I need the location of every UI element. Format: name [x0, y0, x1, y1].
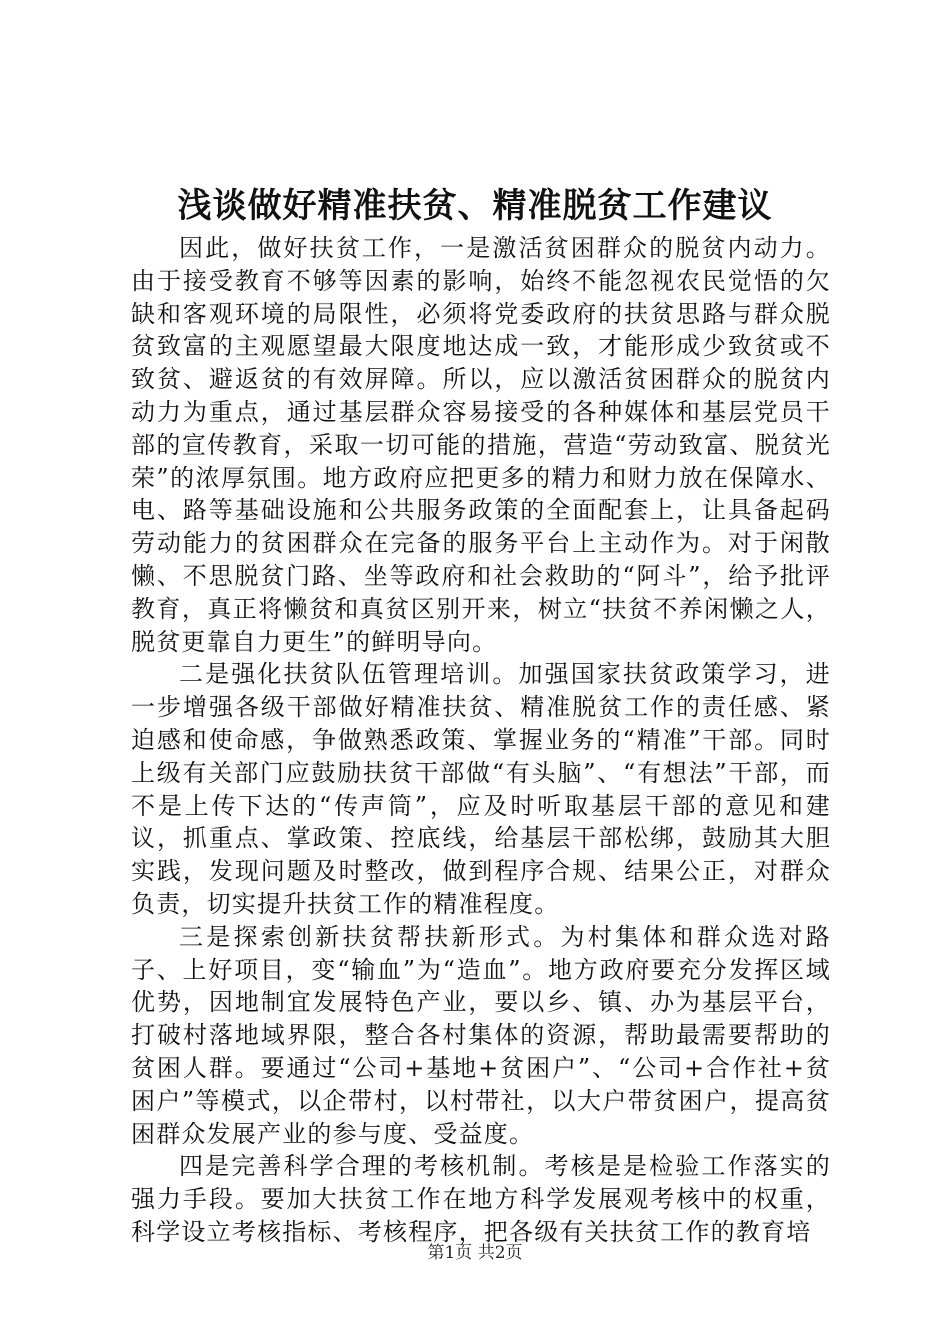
paragraph-4: 四是完善科学合理的考核机制。考核是是检验工作落实的强力手段。要加大扶贫工作在地方科学发展观考核中的权重，科学设立考核指标、考核程序，把各级有关扶贫工作的教育培 — [131, 1152, 831, 1246]
paragraph-3: 三是探索创新扶贫帮扶新形式。为村集体和群众选对路子、上好项目，变“输血”为“造血”。地方政府要充分发挥区域优势，因地制宜发展特色产业，要以乡、镇、办为基层平台，打破村落地域界限，整合各村集体的资源，帮助最需要帮助的贫困人群。要通过“公司+基地+贫困户”、“公司+合作社+贫困户”等模式，以企带村，以村带社，以大户带贫困户，提高贫困群众发展产业的参与度、受益度。 — [131, 922, 831, 1148]
document-body — [131, 232, 831, 1249]
paragraph-2: 二是强化扶贫队伍管理培训。加强国家扶贫政策学习，进一步增强各级干部做好精准扶贫、精准脱贫工作的责任感、紧迫感和使命感，争做熟悉政策、掌握业务的“精准”干部。同时上级有关部门应鼓励扶贫干部做“有头脑”、“有想法”干部，而不是上传下达的“传声筒”，应及时听取基层干部的意见和建议，抓重点、掌政策、控底线，给基层干部松绑，鼓励其大胆实践，发现问题及时整改，做到程序合规、结果公正，对群众负责，切实提升扶贫工作的精准程度。 — [131, 660, 831, 918]
document-title: 浅谈做好精准扶贫、精准脱贫工作建议 — [177, 186, 773, 226]
page-number-footer: 第1页 共2页 — [427, 1243, 523, 1263]
paragraph-1: 因此，做好扶贫工作，一是激活贫困群众的脱贫内动力。由于接受教育不够等因素的影响，始终不能忽视农民觉悟的欠缺和客观环境的局限性，必须将党委政府的扶贫思路与群众脱贫致富的主观愿望最大限度地达成一致，才能形成少致贫或不致贫、避返贫的有效屏障。所以，应以激活贫困群众的脱贫内动力为重点，通过基层群众容易接受的各种媒体和基层党员干部的宣传教育，采取一切可能的措施，营造“劳动致富、脱贫光荣”的浓厚氛围。地方政府应把更多的精力和财力放在保障水、电、路等基础设施和公共服务政策的全面配套上，让具备起码劳动能力的贫困群众在完备的服务平台上主动作为。对于闲散懒、不思脱贫门路、坐等政府和社会救助的“阿斗”，给予批评教育，真正将懒贫和真贫区别开来，树立“扶贫不养闲懒之人，脱贫更靠自力更生”的鲜明导向。 — [131, 234, 831, 656]
